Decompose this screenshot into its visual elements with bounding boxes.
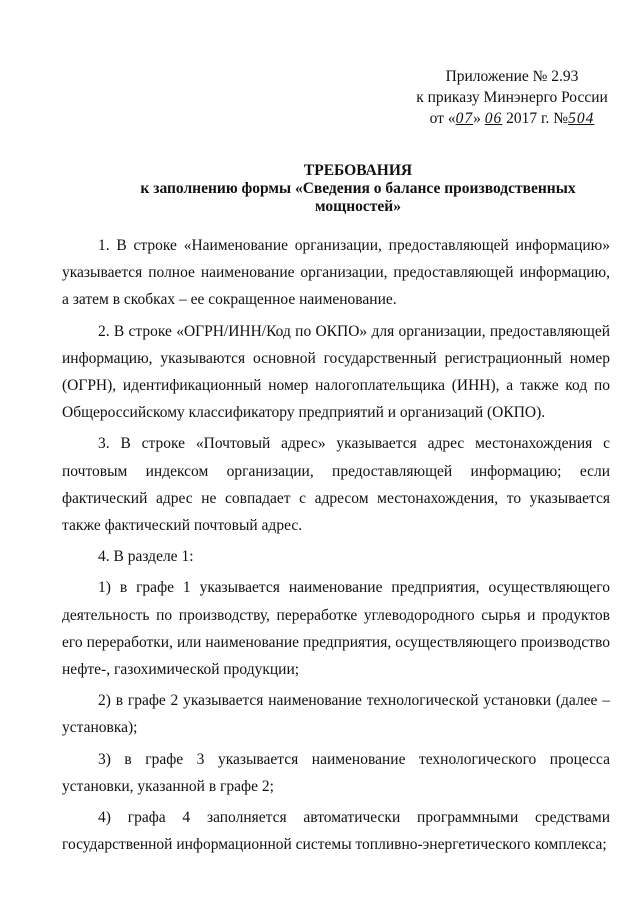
paragraph: 2) в графе 2 указывается наименование технологической установки (далее – установка); <box>62 692 610 737</box>
order-reference: к приказу Минэнерго России <box>416 89 608 106</box>
paragraph: 1. В строке «Наименование организации, предоставляющей информацию» указывается полное наименование организации, предоставляющей информацию, а затем в скобках – ее сокращенное наименование. <box>62 237 610 309</box>
paragraph: 4. В разделе 1: <box>98 548 194 566</box>
order-date-line <box>412 108 612 129</box>
date-prefix: от « <box>429 110 456 127</box>
order-day: 07 <box>455 110 474 127</box>
order-year: 2017 г. № <box>506 110 569 127</box>
date-mid: » <box>473 110 485 127</box>
paragraph: 2. В строке «ОГРН/ИНН/Код по ОКПО» для организации, предоставляющей информацию, указываются основной государственный регистрационный номер (ОГРН), идентификационный номер налогоплательщика (ИНН), а также код по Общероссийскому классификатору предприятий и организаций (ОКПО). <box>62 322 610 422</box>
appendix-header <box>412 66 612 129</box>
paragraph: 1) в графе 1 указывается наименование предприятия, осуществляющего деятельность по производству, переработке углеводородного сырья и продуктов его переработки, или наименование предприятия, осуществляющего производство нефте-, газохимической продукции; <box>62 579 610 679</box>
paragraph: 3) в графе 3 указывается наименование технологического процесса установки, указанной в графе 2; <box>62 750 610 795</box>
document-body <box>62 232 610 862</box>
paragraph: 4) графа 4 заполняется автоматически программными средствами государственной информационной системы топливно-энергетического комплекса; <box>62 809 610 854</box>
title-main: ТРЕБОВАНИЯ <box>303 162 413 179</box>
order-number: 504 <box>568 110 595 127</box>
order-month: 06 <box>484 110 503 127</box>
paragraph: 3. В строке «Почтовый адрес» указывается адрес местонахождения с почтовым индексом организации, предоставляющей информацию; если фактический адрес не совпадает с адресом местонахождения, то указывается также фактический почтовый адрес. <box>62 435 610 535</box>
document-title <box>120 162 596 216</box>
title-subtitle: к заполнению формы «Сведения о балансе производственных мощностей» <box>140 180 576 215</box>
appendix-number: Приложение № 2.93 <box>445 68 579 85</box>
